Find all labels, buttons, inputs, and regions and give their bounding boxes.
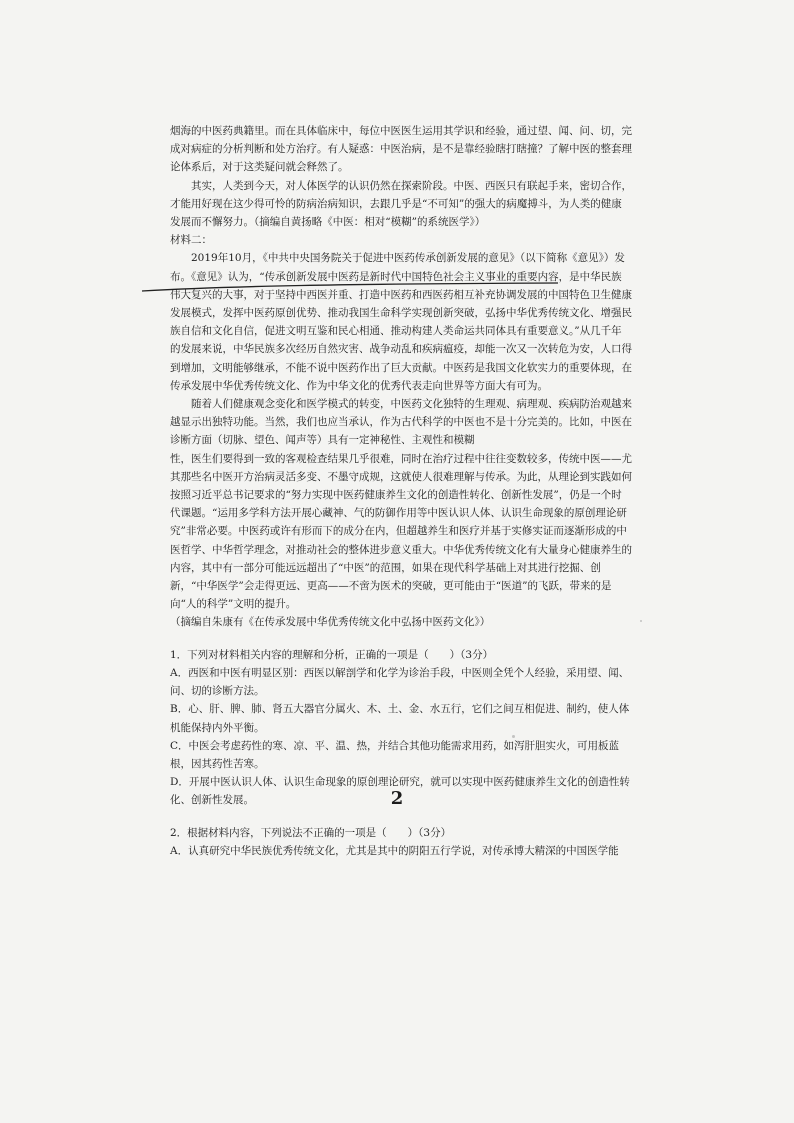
scan-speck [512, 735, 515, 738]
paragraph-health-concept: 随着人们健康观念变化和医学模式的转变，中医药文化独特的生理观、病理观、疾病防治观越来越显示出独特功能。当然，我们也应当承认，作为古代科学的中医也不是十分完美的。比如，中医在诊断方面（切脉、望色、闻声等）具有一定神秘性、主观性和模糊 [170, 398, 632, 447]
paragraph-continuation: 烟海的中医药典籍里。而在具体临床中，每位中医医生运用其学识和经验，通过望、闻、问、切，完成对病症的分析判断和处方治疗。有人疑惑：中医治病，是不是靠经验瞎打瞎撞？了解中医的整套理论体系后，对于这类疑问就会释然了。 [170, 125, 632, 174]
document-page [170, 122, 632, 860]
paragraph-human-medicine: 其实，人类到今天，对人体医学的认识仍然在探索阶段。中医、西医只有联起手来，密切合作，才能用好现在这少得可怜的防病治病知识，去跟几乎是“不可知”的强大的病魔搏斗，为人类的健康发展而不懈努力。（摘编自黄扬略《中医：相对“模糊”的系统医学》） [170, 179, 632, 229]
option-b: B．心、肝、脾、肺、肾五大器官分属火、木、土、金、水五行，它们之间互相促进、制约，使人体机能保持内外平衡。 [170, 703, 630, 734]
question-stem: 1．下列对材料相关内容的理解和分析，正确的一项是（ ）（3分） [170, 648, 494, 661]
question-2 [170, 824, 632, 860]
paragraph-opinion-2019: 2019年10月，《中共中央国务院关于促进中医药传承创新发展的意见》（以下简称《意见》）发布。《意见》认为，“传承创新发展中医药是新时代中国特色社会主义事业的重要内容，是中华民族伟大复兴的大事，对于坚持中西医并重、打造中医药和西医药相互补充协调发展的中国特色卫生健康发展模式，发挥中医药原创优势、推动我国生命科学实现创新突破，弘扬中华优秀传统文化、增强民族自信和文化自信，促进文明互鉴和民心相通、推动构建人类命运共同体具有重要意义。”从几千年的发展来说，中华民族多次经历自然灾害、战争动乱和疾病瘟疫，却能一次又一次转危为安，人口得到增加，文明能够继承，不能不说中医药作出了巨大贡献。中医药是我国文化软实力的重要体现，在传承发展中华优秀传统文化、作为中华文化的优秀代表走向世界等方面大有可为。 [170, 252, 632, 392]
paragraph-doctors-diagnosis: 性，医生们要得到一致的客观检查结果几乎很难，同时在治疗过程中往往变数较多，传统中医——尤其那些名中医开方治病灵活多变、不墨守成规，这就使人很难理解与传承。为此，从理论到实践如何按照习近平总书记要求的“努力实现中医药健康养生文化的创造性转化、创新性发展”，仍是一个时代课题。“运用多学科方法开展心藏神、气的防御作用等中医认识人体、认识生命现象的原创理论研究”非常必要。中医药或许有形而下的成分在内，但超越养生和医疗并基于实修实证而逐渐形成的中医哲学、中华哲学理念，对推动社会的整体进步意义重大。中华优秀传统文化有大量身心健康养生的内容，其中有一部分可能远远超出了“中医”的范围，如果在现代科学基础上对其进行挖掘、创新，“中华医学”会走得更远、更高——不啻为医术的突破，更可能由于“医道”的飞跃，带来的是向“人的科学”文明的提升。 [170, 452, 632, 611]
option-d: D．开展中医认识人体、认识生命现象的原创理论研究，就可以实现中医药健康养生文化的创造性转化、创新性发展。 [170, 776, 630, 807]
scan-speck [598, 748, 601, 750]
scan-speck [640, 620, 642, 622]
question-stem: 2．根据材料内容，下列说法不正确的一项是（ ）（3分） [170, 826, 452, 839]
question-1 [170, 646, 632, 810]
option-c: C．中医会考虑药性的寒、凉、平、温、热，并结合其他功能需求用药，如泻肝胆实火，可用板蓝根，因其药性苦寒。 [170, 739, 620, 770]
scan-speck [340, 740, 344, 742]
material-two-heading: 材料二： [170, 234, 212, 247]
source-citation: （摘编自朱康有《在传承发展中华优秀传统文化中弘扬中医药文化》） [170, 616, 491, 629]
page-number: 2 [390, 788, 404, 809]
option-a: A．西医和中医有明显区别：西医以解剖学和化学为诊治手段，中医则全凭个人经验，采用望、闻、问、切的诊断方法。 [170, 666, 630, 698]
scan-speck [560, 742, 562, 744]
option-a: A．认真研究中华民族优秀传统文化，尤其是其中的阴阳五行学说，对传承博大精深的中国医学能 [170, 844, 619, 857]
